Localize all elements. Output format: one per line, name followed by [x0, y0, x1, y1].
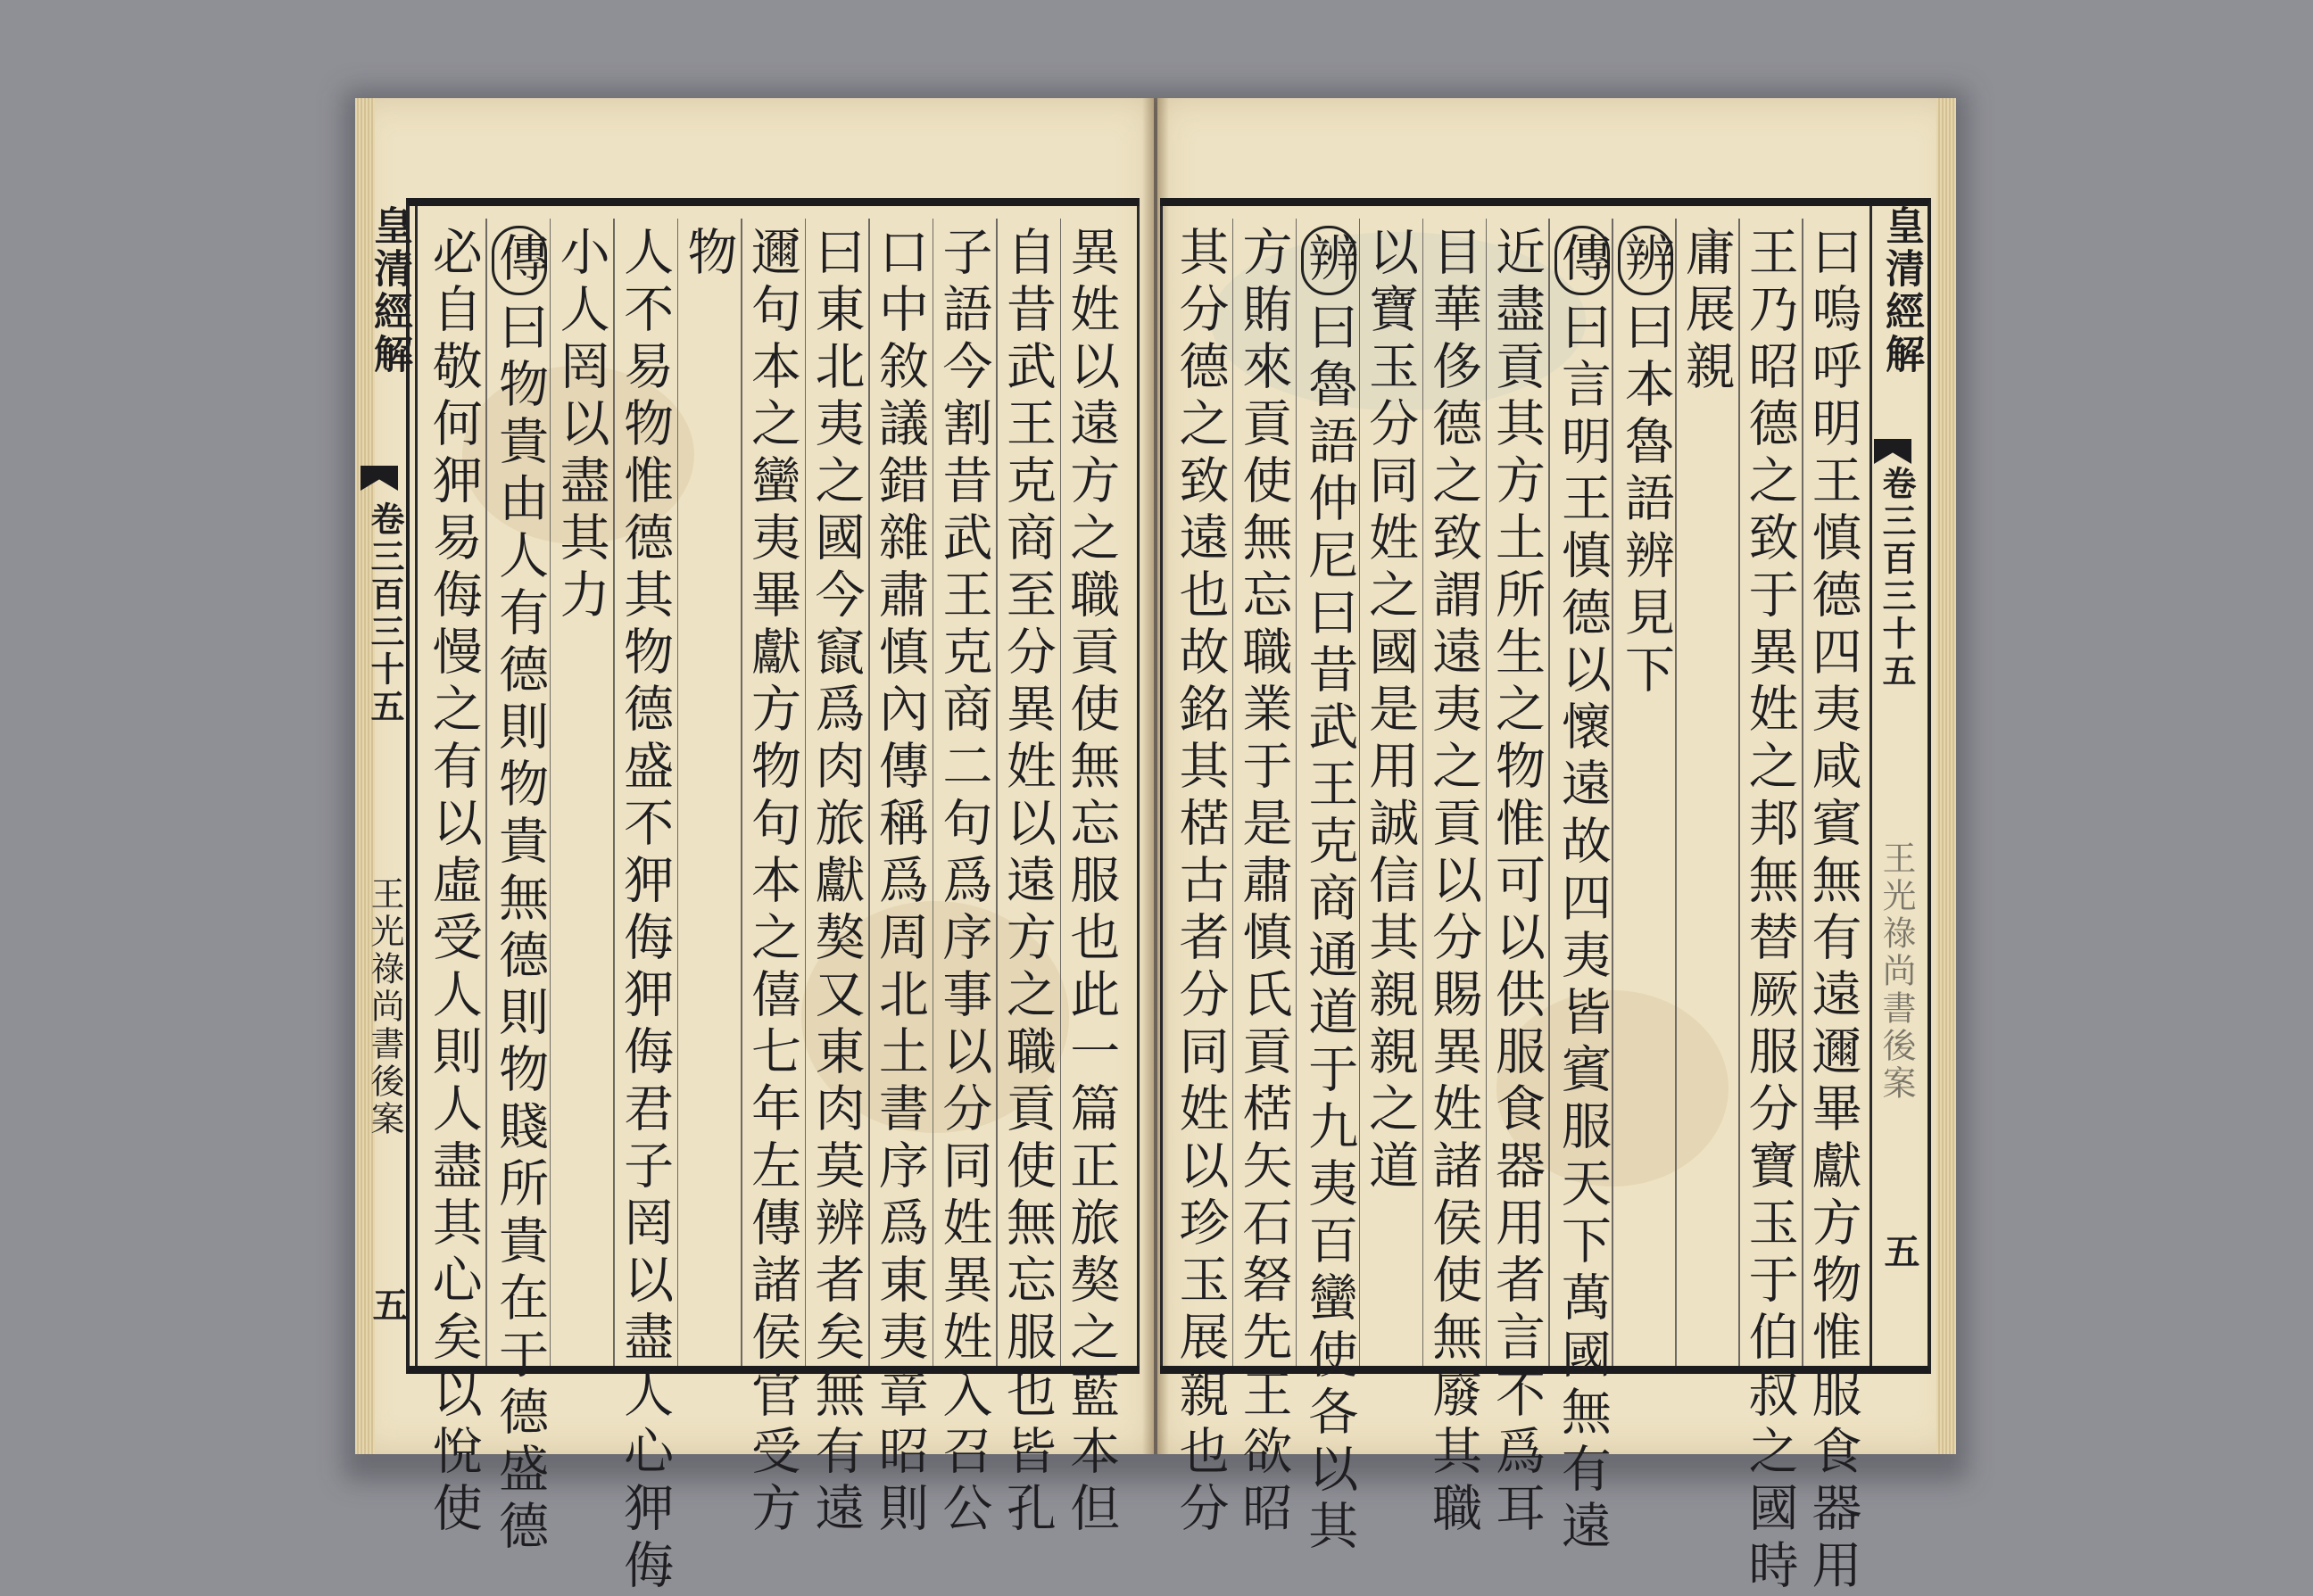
- text-column: [807, 226, 866, 1539]
- column-rule: [805, 219, 807, 1366]
- text-column: [1803, 226, 1862, 1596]
- column-text: 近盡貢其方土所生之物惟可以供服食器用者言不爲耳: [1488, 226, 1546, 1539]
- column-rule: [1422, 219, 1424, 1366]
- column-text: 物: [679, 226, 738, 283]
- left-banxin: [357, 198, 412, 1374]
- text-column: [491, 226, 550, 1557]
- text-column: [870, 226, 929, 1539]
- column-text: 曰嗚呼明王慎德四夷咸賓無有遠邇畢獻方物惟服食器用: [1803, 226, 1862, 1596]
- banxin-title: 皇清經解: [1878, 205, 1924, 376]
- column-rule: [1296, 219, 1297, 1366]
- banxin-author: 王光祿尚書後案: [1877, 840, 1916, 1103]
- column-text: 曰本魯語辨見下: [1616, 301, 1675, 700]
- column-rule: [1359, 219, 1361, 1366]
- column-text: 小人罔以盡其力: [551, 226, 610, 625]
- commentary-mark: 辨: [1301, 226, 1356, 295]
- column-rule: [613, 219, 615, 1366]
- column-rule: [1548, 219, 1550, 1366]
- text-column: [1234, 226, 1293, 1539]
- column-text: 其分德之致遠也故銘其楛古者分同姓以珍玉展親也分: [1171, 226, 1230, 1539]
- fish-tail-mark: [361, 466, 398, 491]
- right-text-frame: [1160, 198, 1931, 1596]
- column-text: 曰言明王慎德以懷遠故四夷皆賓服天下萬國無有遠: [1553, 301, 1612, 1557]
- commentary-mark: 傳: [1554, 226, 1610, 295]
- column-text: 曰魯語仲尼曰昔武王克商通道于九夷百蠻使各以其: [1300, 301, 1359, 1557]
- column-text: 以寶玉分同姓之國是用誠信其親親之道: [1361, 226, 1420, 1196]
- column-text: 子語今割昔武王克商二句爲序事以分同姓異姓入召公: [934, 226, 993, 1539]
- left-text-frame: [406, 198, 1140, 1596]
- column-rule: [485, 219, 487, 1366]
- column-text: 自昔武王克商至分異姓以遠方之職貢使無忘服也皆孔: [998, 226, 1057, 1539]
- column-text: 方賄來貢使無忘職業于是肅慎氏貢楛矢石砮先王欲昭: [1234, 226, 1293, 1539]
- column-text: 必自敬何狎易侮慢之有以虛受人則人盡其心矣以悅使: [424, 226, 483, 1539]
- commentary-mark: 傳: [492, 226, 547, 295]
- text-column: [998, 226, 1057, 1539]
- banxin-author: 王光祿尚書後案: [365, 876, 404, 1138]
- page-edge-right: [1936, 98, 1956, 1454]
- text-column: [616, 226, 675, 1596]
- banxin-volume: 卷三百三十五: [1877, 466, 1917, 690]
- text-column: [1488, 226, 1546, 1539]
- text-column: [1062, 226, 1121, 1539]
- text-column: [1424, 226, 1483, 1539]
- banxin-folio: 五: [367, 1286, 409, 1322]
- text-column: [424, 226, 483, 1539]
- commentary-mark: 辨: [1618, 226, 1673, 295]
- text-column: [1740, 226, 1799, 1596]
- text-column: [1171, 226, 1230, 1539]
- text-column: [1677, 226, 1736, 397]
- column-rule: [1675, 219, 1677, 1366]
- text-column: [679, 226, 738, 283]
- text-column: [934, 226, 993, 1539]
- column-rule: [933, 219, 934, 1366]
- column-text: 異姓以遠方之職貢使無忘服也此一篇正旅獒之藍本但: [1062, 226, 1121, 1539]
- text-column: [743, 226, 801, 1539]
- column-text: 王乃昭德之致于異姓之邦無替厥服分寶玉于伯叔之國時: [1740, 226, 1799, 1596]
- column-text: 目華侈德之致謂遠夷之貢以分賜異姓諸侯使無廢其職: [1424, 226, 1483, 1539]
- column-rule: [1232, 219, 1234, 1366]
- column-rule: [868, 219, 870, 1366]
- column-text: 邇句本之蠻夷畢獻方物句本之僖七年左傳諸侯官受方: [743, 226, 801, 1539]
- text-column: [1361, 226, 1420, 1196]
- fish-tail-mark: [1874, 439, 1911, 464]
- column-text: 曰物貴由人有德則物貴無德則物賤所貴在于德盛德: [491, 301, 550, 1557]
- banxin-title: 皇清經解: [367, 205, 412, 376]
- column-text: 庸展親: [1677, 226, 1736, 397]
- column-rule: [741, 219, 742, 1366]
- column-rule: [677, 219, 679, 1366]
- text-column: [551, 226, 610, 625]
- column-rule: [1738, 219, 1740, 1366]
- banxin-volume: 卷三百三十五: [365, 501, 405, 726]
- text-column: [1553, 226, 1612, 1557]
- text-column: [1300, 226, 1359, 1557]
- column-rule: [996, 219, 998, 1366]
- column-rule: [550, 219, 551, 1366]
- column-text: 口中敘議錯雜肅慎內傳稱爲周北土書序爲東夷章昭則: [870, 226, 929, 1539]
- column-rule: [1486, 219, 1488, 1366]
- banxin-folio: 五: [1878, 1233, 1920, 1269]
- column-text: 人不易物惟德其物德盛不狎侮狎侮君子罔以盡人心狎侮: [616, 226, 675, 1596]
- text-column: [1618, 226, 1673, 700]
- column-text: 曰東北夷之國今竄爲肉旅獻獒又東肉莫辨者矣無有遠: [807, 226, 866, 1539]
- column-rule: [1612, 219, 1613, 1366]
- right-banxin: [1867, 198, 1924, 1374]
- column-rule: [1802, 219, 1803, 1366]
- column-rule: [1060, 219, 1062, 1366]
